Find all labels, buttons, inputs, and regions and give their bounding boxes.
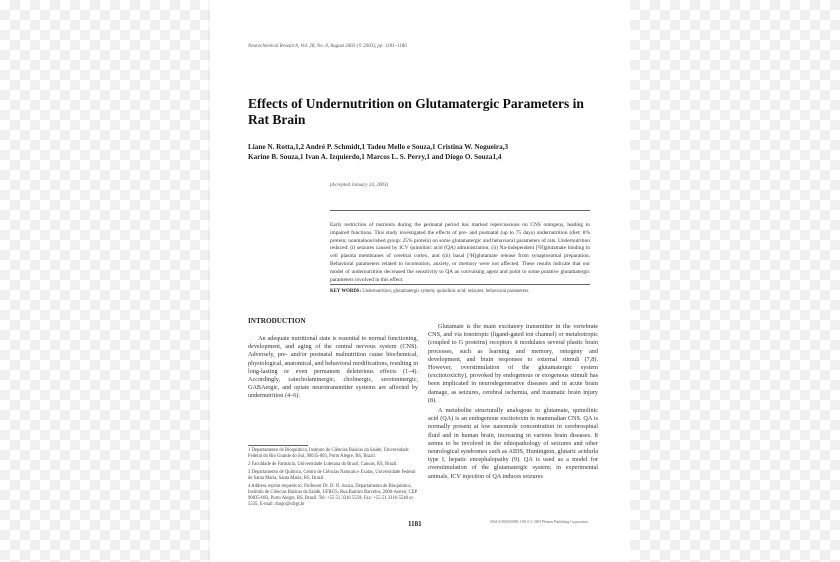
footnote-2: 2 Faculdade de Farmácia, Universidade Luterana do Brasil, Canoas, RS, Brazil. <box>248 461 398 467</box>
intro-heading: INTRODUCTION <box>248 317 306 325</box>
footnote-1: 1 Departamento de Bioquímica, Instituto de Ciências Básicas da Saúde, Universidade Federal do Rio Grande do Sul, 90035-003, Porto Alegre, RS, Brazil. <box>248 448 409 460</box>
abstract-bottom-rule <box>330 284 590 285</box>
paper-page <box>210 0 630 562</box>
keywords <box>330 289 600 294</box>
author-line-1: Liane N. Rotta,1,2 André P. Schmidt,1 Tadeu Mello e Souza,1 Cristina W. Nogueira,3 <box>248 143 509 151</box>
paper-title: Effects of Undernutrition on Glutamatergic Parameters in Rat Brain <box>248 96 584 127</box>
footnote-4: 4 Address reprint requests to: Professor Dr. D. O. Souza, Departamento de Bioquímica, Instituto de Ciências Básicas da Saúde, UFRGS, Rua Ramiro Barcelos, 2600-Anexo, CEP 90035-003, Porto Alegre, RS, Brazil. Tel: +55 51 3316 5559; Fax: +55 51 3316-5540 or 5535; E-mail: diogo@ufrgs.br <box>248 483 417 508</box>
journal-header: Neurochemical Research, Vol. 28, No. 8, August 2003 (© 2003), pp. 1181–1186 <box>248 44 407 49</box>
keywords-label: KEY WORDS: <box>330 289 362 294</box>
author-line-2: Karine B. Souza,1 Ivan A. Izquierdo,1 Marcos L. S. Perry,1 and Diogo O. Souza1,4 <box>248 153 502 161</box>
intro-paragraph-2: Glutamate is the main excitatory transmitter in the vertebrate CNS, and via ionotropic (ligand-gated ion channel) or metabotropic (coupled to G proteins) receptors it modulates several plastic brain processes, such as learning and memory, ontogeny and development, and brain responses to external stimuli (7,8). However, overstimulation of the glutamatergic system (excitotoxicity), provoked by endogenous or exogenous stimuli has been implicated in neurodegenerative diseases and in acute brain damage, as seizures, cerebral ischemia, and traumatic brain injury (8). <box>428 323 598 404</box>
left-column <box>248 335 418 401</box>
footnote-rule <box>248 445 308 446</box>
right-column <box>428 323 598 481</box>
accepted-date: (Accepted January 24, 2003) <box>330 183 389 188</box>
intro-paragraph-1: An adequate nutritional state is essential to normal functioning, development, and aging of the central nervous system (CNS). Adversely, pre- and/or postnatal malnutrition cause biochemical, physiological, anatomical, and behavioral modifications, resulting in long-lasting or even permanent deleterious effects (1–4). Accordingly, catecholaminergic, cholinergic, serotoninergic, GABAergic, and opiate neurotransmitter systems are affected by undernutrition (4–6). <box>248 335 418 400</box>
footnotes <box>248 448 418 510</box>
footnote-3: 3 Departamento de Química, Centro de Ciências Naturais e Exatas, Universidade Federal de Santa Maria, Santa Maria, RS, Brazil. <box>248 469 416 481</box>
copyright-line: 0364-3190/03/0800-1181/0 © 2003 Plenum Publishing Corporation <box>490 520 588 524</box>
keywords-text: Undernutrition; glutamatergic system; quinolinic acid; seizures; behavioral parameters. <box>362 289 530 294</box>
abstract: Early restriction of nutrients during the perinatal period has marked repercussions on CNS ontogeny, leading to impaired functions. This study investigated the effects of pre- and postnatal (up to 75 days) undernutrition (diet: 8% protein; nonmalnourished group: 25% protein) on some glutamatergic and behavioral parameters of rats. Undernutrition reduced: (i) seizures caused by ICV quinolinic acid (QA) administration; (ii) Na-independent [³H]glutamate binding in cell plasma membranes of cerebral cortex, and (iii) basal [³H]glutamate release from synaptosomal preparation. Behavioral parameters related to locomotion, anxiety, or memory were not affected. These results indicate that our model of undernutrition decreased the sensitivity to QA as convulsing agent and point to some putative glutamatergic parameters involved in this effect. <box>330 222 590 283</box>
intro-paragraph-3: A metabolite structurally analogous to glutamate, quinolinic acid (QA) is an endogenous excitotoxin in mammalian CNS. QA is normally present at low nanomole concentration in cerebrospinal fluid and in human brain, increasing in various brain diseases. It seems to be involved in the ethiopathology of seizures and other neurological syndromes such as AIDS, Huntington, glutaric acidurla type I, hepatic encephalopathy (9). QA is used as a model for overstimulation of the glutamatergic system; in experimental animals, ICV injection of QA induces seizures <box>428 407 598 480</box>
abstract-top-rule <box>330 210 590 211</box>
author-list <box>248 142 618 162</box>
page-number: 1181 <box>408 520 422 528</box>
